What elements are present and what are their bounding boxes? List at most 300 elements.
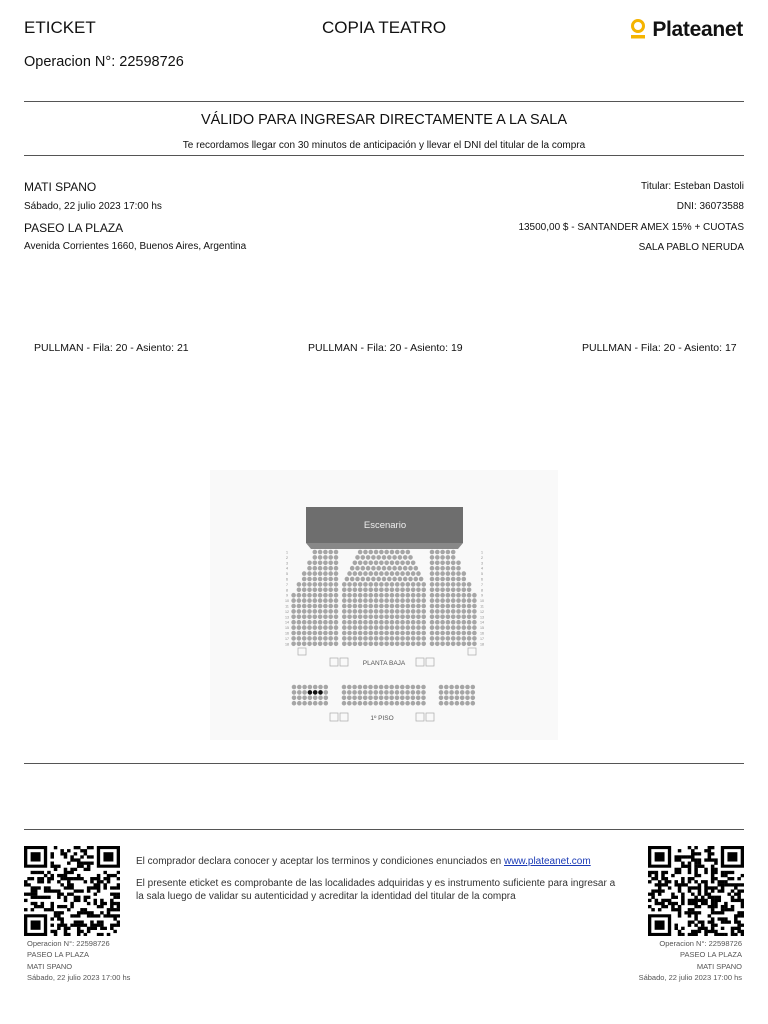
seat-dot bbox=[347, 631, 352, 636]
qr-module bbox=[60, 893, 64, 896]
qr-module bbox=[97, 883, 101, 886]
seat-dot bbox=[395, 615, 400, 620]
seat-dot bbox=[358, 625, 363, 630]
seat-dot bbox=[384, 620, 389, 625]
qr-module bbox=[711, 917, 715, 920]
seat-dot bbox=[355, 577, 360, 582]
qr-module bbox=[711, 880, 715, 883]
seat-dot bbox=[376, 577, 381, 582]
seat-dot bbox=[307, 582, 312, 587]
qr-module bbox=[681, 877, 685, 880]
seat-dot bbox=[347, 604, 352, 609]
qr-module bbox=[64, 855, 68, 858]
qr-module bbox=[688, 902, 692, 905]
seat-dot bbox=[302, 582, 307, 587]
seat-dot bbox=[430, 642, 435, 647]
seat-dot bbox=[379, 642, 384, 647]
qr-module bbox=[50, 908, 54, 911]
seat-dot bbox=[313, 609, 318, 614]
seat-dot bbox=[471, 690, 476, 695]
qr-finder-core bbox=[655, 920, 665, 929]
qr-module bbox=[741, 874, 744, 877]
seat-dot bbox=[323, 571, 328, 576]
qr-module bbox=[714, 862, 718, 865]
seat-dot bbox=[384, 642, 389, 647]
qr-module bbox=[741, 933, 744, 936]
seat-dot bbox=[374, 615, 379, 620]
seat-dot bbox=[406, 636, 411, 641]
qr-module bbox=[87, 896, 91, 899]
seat-dot bbox=[347, 620, 352, 625]
qr-module bbox=[698, 899, 702, 902]
qr-module bbox=[113, 917, 117, 920]
seat-dot bbox=[297, 598, 302, 603]
seat-dot bbox=[400, 604, 405, 609]
qr-module bbox=[741, 905, 744, 908]
seat-dot bbox=[421, 598, 426, 603]
seat-dot bbox=[374, 598, 379, 603]
seat-dot bbox=[449, 685, 454, 690]
qr-module bbox=[694, 865, 698, 868]
qr-module bbox=[67, 927, 71, 930]
seat-dot bbox=[342, 615, 347, 620]
qr-module bbox=[60, 924, 64, 927]
seat-dot bbox=[342, 701, 347, 706]
qr-module bbox=[714, 924, 718, 927]
seat-dot bbox=[444, 696, 449, 701]
qr-module bbox=[64, 886, 68, 889]
qr-module bbox=[34, 871, 38, 874]
seat-dot bbox=[389, 685, 394, 690]
seat-dot bbox=[366, 577, 371, 582]
qr-module bbox=[671, 908, 675, 911]
qr-module bbox=[80, 889, 84, 892]
seat-dot bbox=[411, 593, 416, 598]
accessible-icon bbox=[340, 713, 348, 721]
seat-dot bbox=[358, 609, 363, 614]
qr-module bbox=[688, 846, 692, 849]
seat-dot bbox=[363, 636, 368, 641]
qr-module bbox=[711, 886, 715, 889]
seat-dot bbox=[416, 598, 421, 603]
seat-dot bbox=[297, 582, 302, 587]
seat-dot bbox=[405, 685, 410, 690]
seat-dot bbox=[446, 577, 451, 582]
row-number: 16 bbox=[285, 631, 289, 636]
seat-dot bbox=[472, 593, 477, 598]
seat-dot bbox=[411, 620, 416, 625]
seat-dot bbox=[395, 701, 400, 706]
qr-module bbox=[741, 911, 744, 914]
seat-dot bbox=[347, 636, 352, 641]
seat-dot bbox=[449, 690, 454, 695]
seat-dot bbox=[358, 604, 363, 609]
stub-date: Sábado, 22 julio 2023 17:00 hs bbox=[638, 972, 742, 982]
seat-dot bbox=[440, 636, 445, 641]
qr-module bbox=[84, 849, 88, 852]
seat-dot bbox=[403, 577, 408, 582]
seat-dot bbox=[313, 593, 318, 598]
seat-dot bbox=[416, 690, 421, 695]
qr-module bbox=[64, 896, 68, 899]
seat-dot bbox=[421, 701, 426, 706]
terms-link[interactable]: www.plateanet.com bbox=[503, 856, 591, 867]
seat-dot bbox=[379, 690, 384, 695]
qr-module bbox=[688, 911, 692, 914]
seat-dot bbox=[363, 620, 368, 625]
seat-dot bbox=[302, 696, 307, 701]
row-number: 4 bbox=[286, 566, 288, 571]
qr-module bbox=[691, 849, 695, 852]
seat-dot bbox=[387, 555, 392, 560]
qr-module bbox=[44, 908, 48, 911]
qr-module bbox=[711, 846, 715, 849]
seat-dot bbox=[334, 577, 339, 582]
qr-module bbox=[74, 889, 78, 892]
qr-module bbox=[678, 883, 682, 886]
row-number: 15 bbox=[480, 626, 484, 631]
seat-dot bbox=[440, 625, 445, 630]
seat-dot bbox=[358, 701, 363, 706]
seat-dot bbox=[446, 631, 451, 636]
seat-dot bbox=[390, 615, 395, 620]
seat-dot bbox=[456, 561, 461, 566]
seat-dot bbox=[379, 701, 384, 706]
seat-dot bbox=[374, 604, 379, 609]
seat-dot bbox=[411, 561, 416, 566]
qr-module bbox=[721, 871, 725, 874]
seat-dot bbox=[421, 582, 426, 587]
seat-dot bbox=[313, 636, 318, 641]
seat-dot bbox=[398, 577, 403, 582]
qr-module bbox=[80, 924, 84, 927]
qr-module bbox=[64, 905, 68, 908]
seat-dot bbox=[472, 631, 477, 636]
row-number: 12 bbox=[480, 609, 484, 614]
qr-module bbox=[674, 902, 678, 905]
qr-module bbox=[681, 893, 685, 896]
qr-module bbox=[77, 911, 81, 914]
qr-module bbox=[87, 855, 91, 858]
qr-module bbox=[117, 920, 120, 923]
seat-dot bbox=[462, 593, 467, 598]
seat-dot bbox=[416, 571, 421, 576]
seat-dot bbox=[368, 588, 373, 593]
seat-dot bbox=[318, 701, 323, 706]
qr-module bbox=[698, 889, 702, 892]
qr-module bbox=[665, 880, 669, 883]
qr-module bbox=[94, 914, 98, 917]
seat-dot bbox=[328, 588, 333, 593]
qr-module bbox=[721, 933, 725, 936]
qr-module bbox=[731, 883, 735, 886]
seat-dot bbox=[395, 625, 400, 630]
venue-name: PASEO LA PLAZA bbox=[24, 221, 124, 235]
seat-dot bbox=[347, 582, 352, 587]
seat-dot bbox=[318, 636, 323, 641]
seat-dot bbox=[456, 609, 461, 614]
seat-dot bbox=[395, 598, 400, 603]
seat-dot bbox=[440, 615, 445, 620]
qr-module bbox=[727, 871, 731, 874]
divider bbox=[24, 829, 744, 830]
qr-module bbox=[684, 855, 688, 858]
seat-dot bbox=[328, 615, 333, 620]
seat-dot bbox=[444, 690, 449, 695]
seat-dot bbox=[302, 571, 307, 576]
qr-module bbox=[708, 930, 712, 933]
qr-module bbox=[97, 889, 101, 892]
seat-dot bbox=[406, 582, 411, 587]
stub-event: MATI SPANO bbox=[696, 961, 742, 971]
seat-dot bbox=[451, 593, 456, 598]
seat-dot bbox=[440, 631, 445, 636]
seat-dot bbox=[368, 690, 373, 695]
seat-dot bbox=[368, 642, 373, 647]
seat-dot bbox=[462, 642, 467, 647]
seat-dot bbox=[328, 609, 333, 614]
qr-module bbox=[721, 911, 725, 914]
qr-module bbox=[37, 880, 41, 883]
seat-dot bbox=[347, 696, 352, 701]
qr-module bbox=[651, 908, 655, 911]
seat-dot bbox=[446, 604, 451, 609]
seat-dot bbox=[302, 615, 307, 620]
qr-module bbox=[117, 924, 120, 927]
seat-dot bbox=[323, 604, 328, 609]
seat-dot bbox=[347, 598, 352, 603]
seat-dot bbox=[347, 625, 352, 630]
qr-module bbox=[57, 927, 61, 930]
qr-module bbox=[100, 933, 104, 936]
seat-dot bbox=[297, 609, 302, 614]
qr-module bbox=[704, 899, 708, 902]
seat-dot bbox=[363, 582, 368, 587]
qr-module bbox=[708, 852, 712, 855]
seat-dot bbox=[390, 636, 395, 641]
qr-module bbox=[24, 880, 28, 883]
qr-module bbox=[711, 877, 715, 880]
seat-dot bbox=[358, 620, 363, 625]
seat-dot bbox=[460, 696, 465, 701]
qr-module bbox=[57, 911, 61, 914]
seat-dot bbox=[353, 620, 358, 625]
seat-dot bbox=[446, 615, 451, 620]
seat-dot bbox=[323, 588, 328, 593]
seat-dot bbox=[363, 642, 368, 647]
seat-dot bbox=[347, 615, 352, 620]
qr-module bbox=[711, 902, 715, 905]
qr-module bbox=[113, 924, 117, 927]
qr-module bbox=[107, 914, 111, 917]
qr-module bbox=[727, 893, 731, 896]
qr-module bbox=[674, 871, 678, 874]
seat-dot bbox=[387, 566, 392, 571]
seat-dot bbox=[440, 555, 445, 560]
seat-dot bbox=[451, 636, 456, 641]
validity-text: El presente eticket es comprobante de las localidades adquiridas y es instrumento suficiente para ingresar a la sala luego de validar su autenticidad y acreditar la identidad del titular de la compra bbox=[136, 878, 616, 902]
row-number: 6 bbox=[286, 577, 288, 582]
seat-dot bbox=[313, 620, 318, 625]
seat-dot bbox=[363, 701, 368, 706]
qr-module bbox=[655, 899, 659, 902]
seat-dot bbox=[291, 615, 296, 620]
qr-module bbox=[70, 858, 74, 861]
seat-dot bbox=[307, 588, 312, 593]
seat-dot bbox=[467, 631, 472, 636]
seat-dot bbox=[342, 593, 347, 598]
seat-dot bbox=[368, 620, 373, 625]
seat-dot bbox=[446, 620, 451, 625]
qr-module bbox=[107, 908, 111, 911]
qr-module bbox=[737, 893, 741, 896]
qr-module bbox=[87, 914, 91, 917]
qr-module bbox=[681, 883, 685, 886]
qr-module bbox=[100, 902, 104, 905]
seat-dot bbox=[334, 625, 339, 630]
qr-module bbox=[60, 905, 64, 908]
seat-dot bbox=[297, 631, 302, 636]
seat-dot bbox=[390, 609, 395, 614]
qr-module bbox=[737, 877, 741, 880]
qr-module bbox=[80, 865, 84, 868]
qr-finder-core bbox=[31, 920, 41, 929]
seat-dot bbox=[323, 642, 328, 647]
seat-dot bbox=[374, 588, 379, 593]
qr-module bbox=[694, 930, 698, 933]
qr-module bbox=[74, 896, 78, 899]
seat-dot bbox=[456, 604, 461, 609]
seat-dot bbox=[384, 615, 389, 620]
qr-module bbox=[87, 930, 91, 933]
seat-dot bbox=[382, 577, 387, 582]
seat-dot bbox=[472, 598, 477, 603]
seat-dot bbox=[421, 685, 426, 690]
seat-dot bbox=[363, 588, 368, 593]
seat-dot bbox=[465, 701, 470, 706]
row-number: 3 bbox=[286, 561, 288, 566]
seat-dot bbox=[313, 555, 318, 560]
row-number: 17 bbox=[285, 636, 289, 641]
qr-module bbox=[113, 930, 117, 933]
seat-dot bbox=[328, 555, 333, 560]
seat-dot bbox=[395, 696, 400, 701]
seat-dot bbox=[462, 571, 467, 576]
seat-dot bbox=[368, 615, 373, 620]
seat-dot bbox=[421, 625, 426, 630]
qr-module bbox=[60, 920, 64, 923]
qr-module bbox=[67, 933, 71, 936]
qr-module bbox=[731, 877, 735, 880]
qr-module bbox=[107, 877, 111, 880]
seat-dot bbox=[456, 615, 461, 620]
qr-module bbox=[711, 905, 715, 908]
seat-dot bbox=[302, 625, 307, 630]
seat-dot bbox=[449, 696, 454, 701]
seat-dot bbox=[371, 566, 376, 571]
divider bbox=[24, 763, 744, 764]
seat-dot bbox=[451, 642, 456, 647]
seat-dot bbox=[291, 642, 296, 647]
seat-dot bbox=[297, 690, 302, 695]
seat-dot bbox=[379, 620, 384, 625]
seat-dot bbox=[435, 577, 440, 582]
seat-dot bbox=[467, 609, 472, 614]
seat-dot bbox=[446, 588, 451, 593]
seat-dot bbox=[302, 636, 307, 641]
seat-dot bbox=[323, 598, 328, 603]
seat-dot bbox=[460, 701, 465, 706]
seat-dot bbox=[291, 609, 296, 614]
seat-dot bbox=[297, 615, 302, 620]
qr-module bbox=[67, 883, 71, 886]
qr-module bbox=[694, 914, 698, 917]
qr-module bbox=[107, 933, 111, 936]
seat-dot bbox=[390, 588, 395, 593]
qr-module bbox=[84, 868, 88, 871]
seat-dot bbox=[400, 685, 405, 690]
seat-dot bbox=[368, 631, 373, 636]
qr-module bbox=[694, 933, 698, 936]
qr-module bbox=[70, 902, 74, 905]
qr-module bbox=[648, 880, 652, 883]
seat-dot bbox=[342, 609, 347, 614]
qr-module bbox=[671, 902, 675, 905]
seat-dot bbox=[456, 625, 461, 630]
qr-module bbox=[648, 871, 652, 874]
qr-module bbox=[37, 905, 41, 908]
qr-module bbox=[94, 902, 98, 905]
holder-name: Titular: Esteban Dastoli bbox=[640, 181, 744, 192]
seat-dot bbox=[460, 690, 465, 695]
qr-code-right bbox=[648, 846, 744, 936]
seat-dot bbox=[352, 685, 357, 690]
qr-module bbox=[658, 886, 662, 889]
qr-module bbox=[110, 905, 114, 908]
seat-dot bbox=[307, 615, 312, 620]
qr-module bbox=[87, 846, 91, 849]
qr-module bbox=[27, 893, 31, 896]
seat-dot bbox=[368, 598, 373, 603]
qr-module bbox=[97, 933, 101, 936]
seat-dot bbox=[379, 685, 384, 690]
qr-module bbox=[724, 902, 728, 905]
seat-dot bbox=[451, 604, 456, 609]
seat-dot bbox=[318, 561, 323, 566]
qr-module bbox=[674, 855, 678, 858]
seat-dot bbox=[347, 642, 352, 647]
qr-module bbox=[50, 905, 54, 908]
qr-module bbox=[661, 889, 665, 892]
seat-dot bbox=[334, 642, 339, 647]
seat-dot bbox=[430, 625, 435, 630]
seat-dot bbox=[465, 685, 470, 690]
row-number: 7 bbox=[286, 582, 288, 587]
qr-module bbox=[727, 883, 731, 886]
qr-module bbox=[97, 880, 101, 883]
seat-dot bbox=[384, 582, 389, 587]
seat-dot bbox=[451, 620, 456, 625]
access-icon bbox=[330, 658, 338, 666]
qr-module bbox=[701, 899, 705, 902]
seat-dot bbox=[379, 588, 384, 593]
seat-dot bbox=[353, 598, 358, 603]
seat-dot bbox=[451, 571, 456, 576]
seat-dot bbox=[297, 604, 302, 609]
qr-module bbox=[688, 868, 692, 871]
stub-venue: PASEO LA PLAZA bbox=[27, 950, 89, 960]
qr-module bbox=[34, 893, 38, 896]
